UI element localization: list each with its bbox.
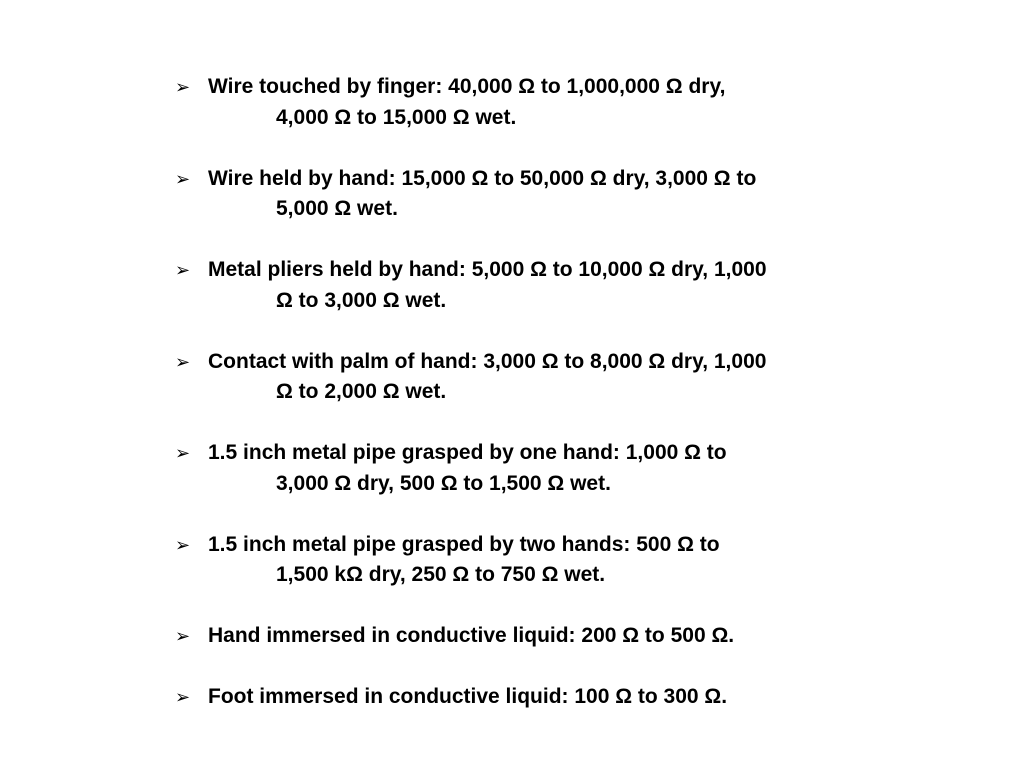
arrow-bullet-icon: ➢ xyxy=(175,351,191,372)
bullet-item xyxy=(173,438,933,499)
arrow-bullet-icon: ➢ xyxy=(175,534,191,555)
bullet-text-line-1: Wire held by hand: 15,000 Ω to 50,000 Ω dry, 3,000 Ω to xyxy=(208,166,757,190)
bullet-text-line-1: Hand immersed in conductive liquid: 200 Ω to 500 Ω. xyxy=(208,624,735,647)
bullet-text-line-1: Contact with palm of hand: 3,000 Ω to 8,000 Ω dry, 1,000 xyxy=(208,349,767,373)
arrow-bullet-icon: ➢ xyxy=(175,626,191,646)
bullet-text-line-2: 5,000 Ω wet. xyxy=(276,197,398,220)
bullet-text-line-2: Ω to 3,000 Ω wet. xyxy=(276,288,447,312)
bullet-item xyxy=(173,347,933,408)
arrow-bullet-icon: ➢ xyxy=(175,687,191,707)
bullet-item xyxy=(173,530,933,591)
bullet-text-line-1: Foot immersed in conductive liquid: 100 Ω to 300 Ω. xyxy=(208,685,728,708)
bullet-item xyxy=(173,621,933,652)
bullet-item xyxy=(173,682,933,713)
bullet-text-line-1: 1.5 inch metal pipe grasped by one hand: 1,000 Ω to xyxy=(208,441,727,464)
bullet-text-line-2: 1,500 kΩ dry, 250 Ω to 750 Ω wet. xyxy=(276,563,606,586)
bullet-text-line-1: Wire touched by finger: 40,000 Ω to 1,000,000 Ω dry, xyxy=(208,75,726,98)
bullet-item xyxy=(173,164,933,225)
bullet-text-line-2: 4,000 Ω to 15,000 Ω wet. xyxy=(276,105,517,129)
bullet-text-line-1: 1.5 inch metal pipe grasped by two hands: 500 Ω to xyxy=(208,532,720,556)
bullet-item xyxy=(173,72,933,133)
bullet-text-line-2: 3,000 Ω dry, 500 Ω to 1,500 Ω wet. xyxy=(276,471,611,495)
bullet-text-line-2: Ω to 2,000 Ω wet. xyxy=(276,380,447,403)
arrow-bullet-icon: ➢ xyxy=(175,260,191,280)
bullet-text-line-1: Metal pliers held by hand: 5,000 Ω to 10,000 Ω dry, 1,000 xyxy=(208,258,767,281)
bullet-item xyxy=(173,255,933,316)
arrow-bullet-icon: ➢ xyxy=(175,443,191,463)
resistance-bullet-list xyxy=(173,72,933,743)
arrow-bullet-icon: ➢ xyxy=(175,168,191,189)
arrow-bullet-icon: ➢ xyxy=(175,77,191,97)
